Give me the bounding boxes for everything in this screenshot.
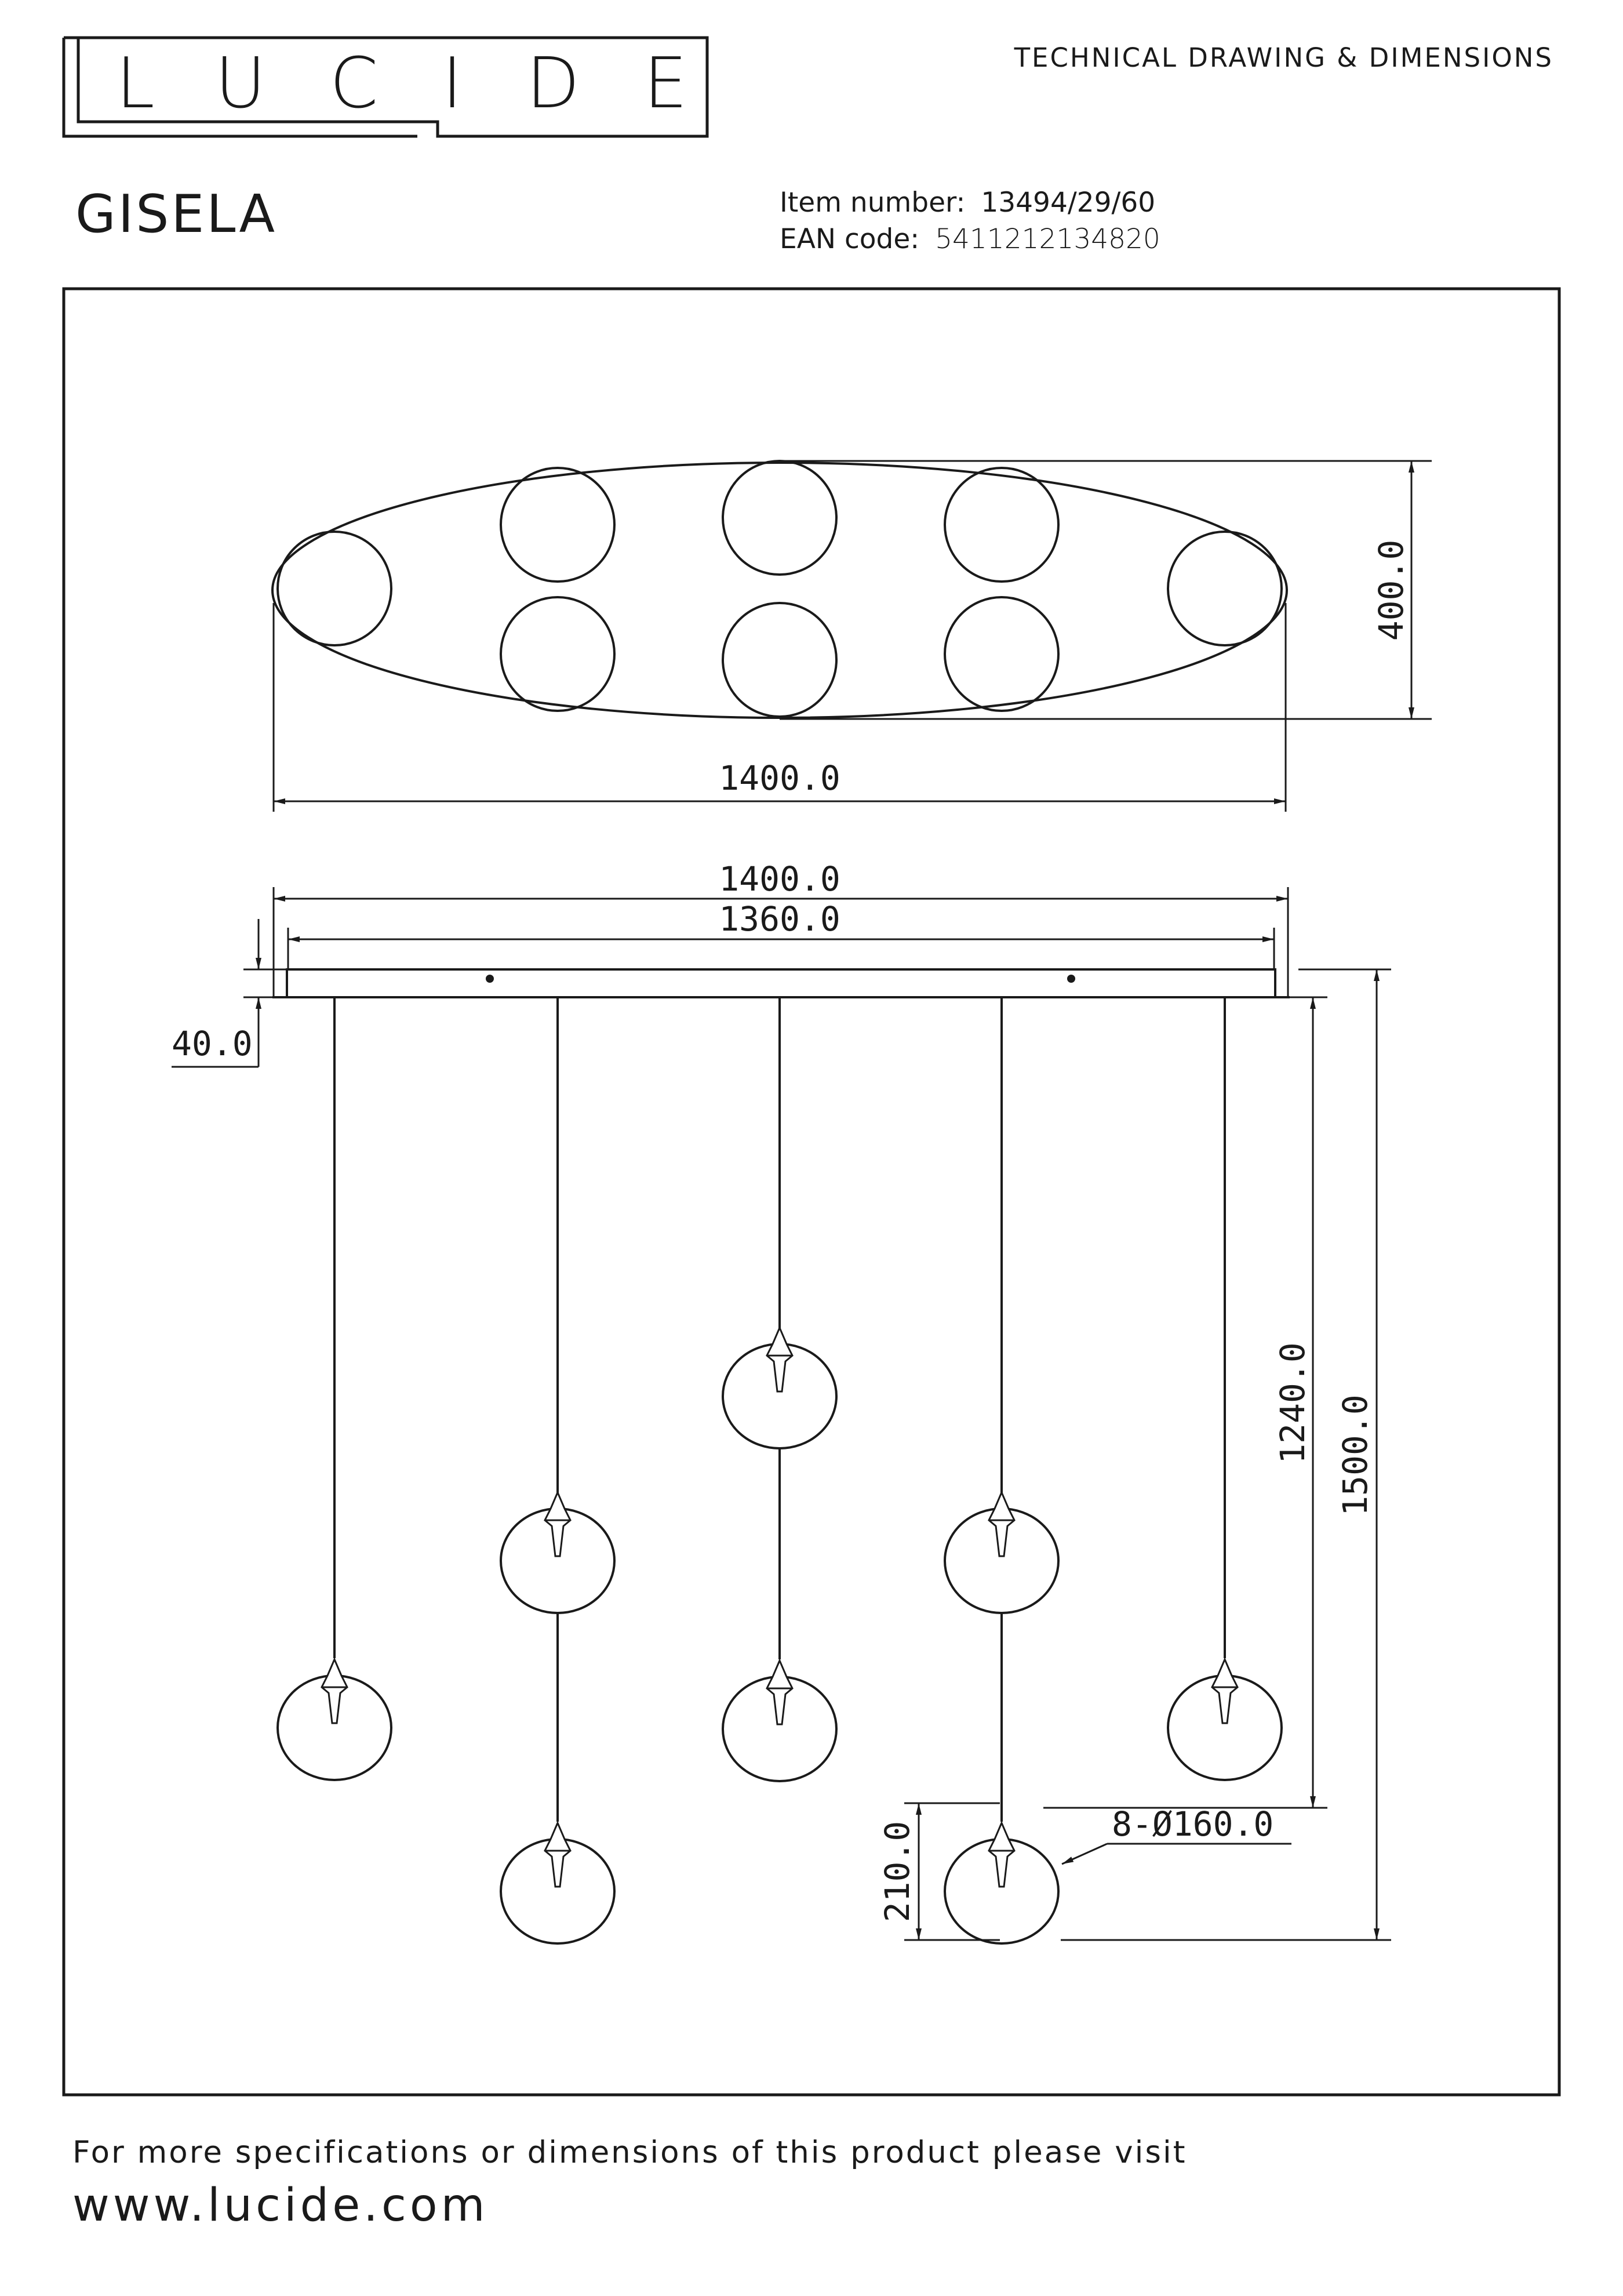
top-shade-2 <box>501 468 614 582</box>
top-width-label: 1400.0 <box>719 758 840 798</box>
top-shade-1 <box>278 532 391 645</box>
top-depth-dimension <box>780 461 1432 719</box>
mount-screw-left <box>487 976 493 982</box>
top-shade-6 <box>945 468 1058 582</box>
top-depth-label: 400.0 <box>1371 539 1411 641</box>
mount-screw-right <box>1068 976 1074 982</box>
pendant-shade-2 <box>501 1492 614 1613</box>
top-shade-5 <box>723 603 836 717</box>
pendant-shade-1 <box>278 1659 391 1780</box>
shade-diameter-leader <box>1062 1844 1291 1864</box>
ean-label: EAN code: <box>780 223 920 255</box>
canopy-inner-label: 1360.0 <box>719 899 840 939</box>
shade-height-label: 210.0 <box>878 1821 917 1923</box>
pendant-shade-4 <box>723 1328 836 1448</box>
pendant-shade-8 <box>1168 1659 1282 1780</box>
shade-diameter-label: 8-Ø160.0 <box>1112 1804 1274 1844</box>
side-view <box>272 969 1290 1943</box>
pendant-shade-6 <box>945 1492 1058 1613</box>
top-shade-3 <box>501 597 614 711</box>
max-drop-label: 1240.0 <box>1273 1342 1312 1464</box>
canopy-length-label: 1400.0 <box>719 859 840 899</box>
item-number-value: 13494/29/60 <box>981 187 1156 219</box>
pendant-shade-7 <box>945 1823 1058 1943</box>
lucide-logo <box>64 38 751 136</box>
canopy-height-label: 40.0 <box>172 1024 253 1063</box>
item-number-row <box>780 187 1155 219</box>
top-shade-8 <box>1168 532 1282 645</box>
logo-wordmark: LUCIDE <box>116 43 752 124</box>
footer-note: For more specifications or dimensions of this product please visit <box>72 2135 1187 2170</box>
top-view <box>272 461 1287 718</box>
canopy-outline-top <box>272 463 1287 718</box>
ean-value: 5411212134820 <box>935 223 1160 255</box>
item-number-label: Item number: <box>780 187 966 219</box>
pendant-group <box>278 997 1282 1943</box>
top-shade-4 <box>723 461 836 575</box>
ean-row <box>780 223 1160 255</box>
canopy-side <box>287 969 1275 997</box>
product-name: GISELA <box>75 184 278 245</box>
pendant-shade-5 <box>723 1661 836 1781</box>
footer-url[interactable]: www.lucide.com <box>72 2179 489 2232</box>
top-shade-7 <box>945 597 1058 711</box>
pendant-shade-3 <box>501 1823 614 1943</box>
document-type: TECHNICAL DRAWING & DIMENSIONS <box>1014 42 1553 73</box>
total-height-label: 1500.0 <box>1335 1394 1375 1516</box>
